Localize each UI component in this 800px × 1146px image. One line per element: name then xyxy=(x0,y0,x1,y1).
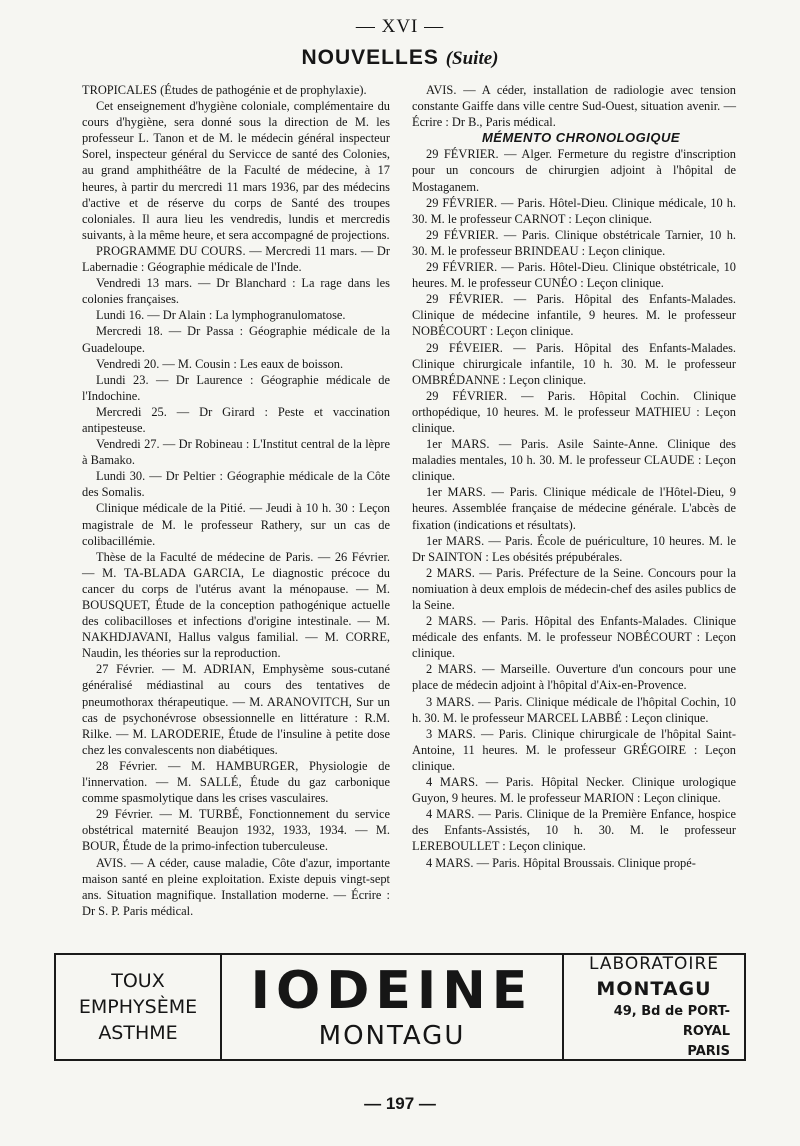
section-heading xyxy=(0,46,800,70)
memento-entry: 29 FÉVRIER. — Paris. Hôpital des Enfants-Malades. Clinique de médecine infantile, 9 heures. M. le professeur NOBÉCOURT : Leçon clinique. xyxy=(412,292,736,339)
paragraph: PROGRAMME DU COURS. — Mercredi 11 mars. — Dr Labernadie : Géographie médicale de l'Inde. xyxy=(82,243,390,275)
ad-maker-name: MONTAGU xyxy=(318,1021,466,1051)
memento-entry: 29 FÉVRIER. — Paris. Hôpital Cochin. Clinique orthopédique, 10 heures. M. le professeur MATHIEU : Leçon clinique. xyxy=(412,388,736,435)
advertisement-box xyxy=(54,953,746,1061)
ad-indications xyxy=(56,955,222,1059)
paragraph: Mercredi 25. — Dr Girard : Peste et vaccination antipesteuse. xyxy=(82,404,390,435)
paragraph: AVIS. — A céder, installation de radiologie avec tension constante Gaiffe dans ville centre Sud-Ouest, situation avenir. — Écrire : Dr B., Paris médical. xyxy=(412,83,736,130)
paragraph: AVIS. — A céder, cause maladie, Côte d'azur, importante maison santé en pleine exploitation. Existe depuis vingt-sept ans. Situation magnifique. Installation moderne. — Écrire : Dr S. P. Paris médical. xyxy=(82,855,390,918)
memento-entry: 2 MARS. — Marseille. Ouverture d'un concours pour une place de médecin adjoint à l'hôpital d'Aix-en-Provence. xyxy=(412,662,736,693)
paragraph: Vendredi 13 mars. — Dr Blanchard : La rage dans les colonies françaises. xyxy=(82,276,390,307)
ad-city: PARIS xyxy=(687,1044,730,1059)
memento-title: MÉMENTO CHRONOLOGIQUE xyxy=(481,130,681,146)
paragraph: 27 Février. — M. ADRIAN, Emphysème sous-cutané généralisé médiastinal au cours des tentatives de pneumothorax thérapeutique. — M. ARANOVITCH, Sur un cas de psychonévrose obsessionnelle en littérature : R.M. Rilke. — M. LARODERIE, Étude de l'insuline à petite dose chez les convalescents non diabétiques. xyxy=(82,662,390,757)
paragraph: Lundi 16. — Dr Alain : La lymphogranulomatose. xyxy=(96,308,346,323)
roman-page-number: — XVI — xyxy=(355,16,445,37)
paragraph: Thèse de la Faculté de médecine de Paris. — 26 Février. — M. TA-BLADA GARCIA, Le diagnostic précoce du cancer du corps de l'utérus avant la ménopause. — M. BOUSQUET, Étude de la conception pathogénique actuelle des colibacilloses et infections d'origine intestinale. — M. NAKHDJAVANI, Hallus valgus familial. — M. CORRE, Naudin, les théories sur la reproduction. xyxy=(82,549,390,661)
memento-entry: 3 MARS. — Paris. Clinique chirurgicale de l'hôpital Saint-Antoine, 11 heures. M. le professeur GRÉGOIRE : Leçon clinique. xyxy=(412,726,736,773)
section-title: NOUVELLES xyxy=(301,46,439,69)
paragraph: 29 Février. — M. TURBÉ, Fonctionnement du service obstétrical maternité Beaujon 1932, 1933, 1934. — M. BOUR, Étude de la primo-infection tuberculeuse. xyxy=(82,807,390,854)
memento-entry: 2 MARS. — Paris. Hôpital des Enfants-Malades. Clinique médicale des enfants. M. le professeur NOBÉCOURT : Leçon clinique. xyxy=(412,614,736,661)
ad-lab-line2: MONTAGU xyxy=(596,978,712,1000)
memento-entry: 1er MARS. — Paris. Asile Sainte-Anne. Clinique des maladies mentales, 10 h. 30. M. le professeur CLAUDE : Leçon clinique. xyxy=(412,437,736,484)
memento-entry: 1er MARS. — Paris. École de puériculture, 10 heures. M. le Dr SAINTON : Les obésités prépubérales. xyxy=(412,533,736,564)
paragraph: TROPICALES (Études de pathogénie et de prophylaxie). xyxy=(82,83,367,97)
memento-entry: 4 MARS. — Paris. Hôpital Necker. Clinique urologique Guyon, 9 heures. M. le professeur MARION : Leçon clinique. xyxy=(412,775,736,806)
memento-entry: 3 MARS. — Paris. Clinique médicale de l'hôpital Cochin, 10 h. 30. M. le professeur MARCEL LABBÉ : Leçon clinique. xyxy=(412,694,736,725)
memento-entry: 29 FÉVEIER. — Paris. Hôpital des Enfants-Malades. Clinique chirurgicale infantile, 10 h. 30. M. le professeur OMBRÉDANNE : Leçon clinique. xyxy=(412,340,736,387)
left-column xyxy=(82,82,390,919)
paragraph: Clinique médicale de la Pitié. — Jeudi à 10 h. 30 : Leçon magistrale de M. le professeur Rathery, sur un cas de colibacillémie. xyxy=(82,501,390,548)
paragraph: Vendredi 27. — Dr Robineau : L'Institut central de la lèpre à Bamako. xyxy=(82,437,390,468)
memento-entry: 1er MARS. — Paris. Clinique médicale de l'Hôtel-Dieu, 9 heures. Assemblée française de médecine générale. L'abcès de fixation (indications et résultats). xyxy=(412,485,736,532)
paragraph: Mercredi 18. — Dr Passa : Géographie médicale de la Guadeloupe. xyxy=(82,324,390,355)
memento-entry: 2 MARS. — Paris. Préfecture de la Seine. Concours pour la nomiuation à deux emplois de médecin-chef des asiles publics de la Seine. xyxy=(412,565,736,612)
ad-brand-name: IODEINE xyxy=(250,961,534,1021)
memento-entry: 4 MARS. — Paris. Clinique de la Première Enfance, hospice des Enfants-Assistés, 10 h. 30. M. le professeur LEREBOULLET : Leçon clinique. xyxy=(412,807,736,854)
paragraph: Cet enseignement d'hygiène coloniale, complémentaire du cours d'hygiène, sera donné sous la direction de M. les professeur L. Tanon et de M. le médecin général inspecteur Sorel, inspecteur général du Servicce de santé des Colonies, au grand amphithéâtre de la Faculté de médecine, à 17 heures, à partir du mercredi 11 mars 1936, par des médecins d'active et de réserve du corps de Santé des troupes coloniales. Il aura lieu les vendredis, lundis et mercredis suivants, à la même heure, et sera accompagné de projections. xyxy=(82,99,390,242)
memento-entry: 29 FÉVRIER. — Paris. Hôtel-Dieu. Clinique obstétricale, 10 heures. M. le professeur CUNÉO : Leçon clinique. xyxy=(412,260,736,291)
memento-entry: 29 FÉVRIER. — Paris. Clinique obstétricale Tarnier, 10 h. 30. M. le professeur BRINDEAU : Leçon clinique. xyxy=(412,227,736,258)
memento-entry: 29 FÉVRIER. — Paris. Hôtel-Dieu. Clinique médicale, 10 h. 30. M. le professeur CARNOT : Leçon clinique. xyxy=(412,195,736,226)
ad-address: 49, Bd de PORT-ROYAL xyxy=(613,1004,730,1039)
paragraph: Vendredi 20. — M. Cousin : Les eaux de boisson. xyxy=(96,356,344,371)
ad-indication: TOUX xyxy=(111,970,165,992)
ad-laboratory xyxy=(562,955,744,1059)
section-subtitle: (Suite) xyxy=(445,48,499,69)
ad-brand-block xyxy=(222,955,562,1059)
right-column xyxy=(412,82,736,871)
paragraph: 28 Février. — M. HAMBURGER, Physiologie de l'innervation. — M. SALLÉ, Étude du gaz carbonique comme spasmolytique dans les crises vasculaires. xyxy=(82,758,390,806)
memento-entry: 29 FÉVRIER. — Alger. Fermeture du registre d'inscription pour un concours de chirurgien adjoint à l'hôpital de Mostaganem. xyxy=(412,147,736,194)
memento-entry: 4 MARS. — Paris. Hôpital Broussais. Clinique propé- xyxy=(426,855,696,870)
ad-indication: EMPHYSÈME xyxy=(78,996,198,1018)
ad-lab-line1: LABORATOIRE xyxy=(589,954,719,974)
ad-indication: ASTHME xyxy=(98,1022,178,1044)
paragraph: Lundi 30. — Dr Peltier : Géographie médicale de la Côte des Somalis. xyxy=(82,469,390,500)
paragraph: Lundi 23. — Dr Laurence : Géographie médicale de l'Indochine. xyxy=(82,372,390,403)
page-number: — 197 — xyxy=(364,1094,436,1113)
